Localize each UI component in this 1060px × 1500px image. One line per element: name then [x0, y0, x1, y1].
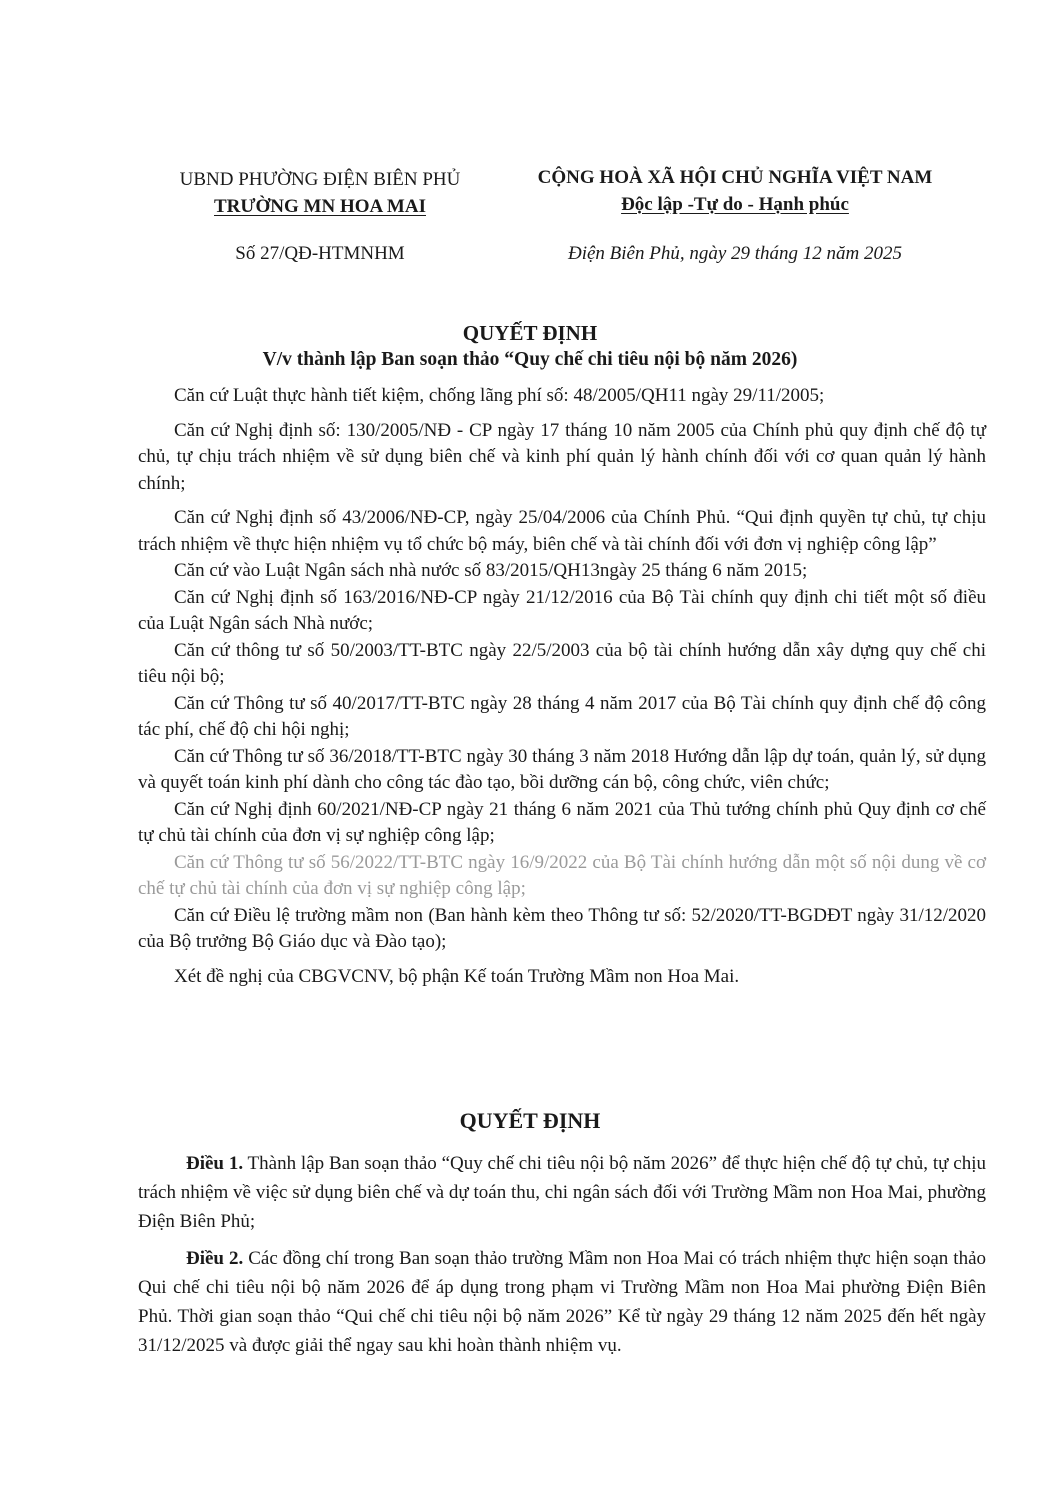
article-text: Các đồng chí trong Ban soạn thảo trường Mầm non Hoa Mai có trách nhiệm thực hiện soạn thảo Qui chế chi tiêu nội bộ năm 2026 để áp dụng trong phạm vi Trường Mầm non Hoa Mai phường Điện Biên Phủ. Thời gian soạn thảo “Qui chế chi tiêu nội bộ năm 2026” Kể từ ngày 29 tháng 12 năm 2025 đến hết ngày 31/12/2025 và được giải thể ngay sau khi hoàn thành nhiệm vụ.: [138, 1248, 987, 1356]
basis-item: Căn cứ Thông tư số 56/2022/TT-BTC ngày 16/9/2022 của Bộ Tài chính hướng dẫn một số nội dung về cơ chế tự chủ tài chính của đơn vị sự nghiệp công lập;: [138, 851, 986, 899]
article-label: Điều 2.: [186, 1248, 244, 1269]
basis-item: Xét đề nghị của CBGVCNV, bộ phận Kế toán Trường Mầm non Hoa Mai.: [174, 965, 740, 987]
basis-item: Căn cứ Nghị định số 163/2016/NĐ-CP ngày 21/12/2016 của Bộ Tài chính quy định chi tiết một số điều của Luật Ngân sách Nhà nước;: [138, 586, 986, 634]
agency-line-2: [150, 193, 490, 220]
basis-item: Căn cứ Thông tư số 36/2018/TT-BTC ngày 30 tháng 3 năm 2018 Hướng dẫn lập dự toán, quản lý, sử dụng và quyết toán kinh phí dành cho công tác đào tạo, bồi dưỡng cán bộ, công chức, viên chức;: [138, 745, 986, 793]
document-subtitle: V/v thành lập Ban soạn thảo “Quy chế chi tiêu nội bộ năm 2026): [262, 349, 798, 370]
legal-bases: [138, 383, 986, 990]
agency-line-1: UBND PHƯỜNG ĐIỆN BIÊN PHỦ: [179, 169, 461, 190]
agency-name: TRƯỜNG MN HOA MAI: [214, 196, 426, 217]
article-1: [138, 1149, 986, 1236]
basis-item: Căn cứ Điều lệ trường mầm non (Ban hành kèm theo Thông tư số: 52/2020/TT-BGDĐT ngày 31/12/2020 của Bộ trưởng Bộ Giáo dục và Đào tạo);: [138, 904, 986, 952]
national-motto: [500, 191, 970, 218]
article-text: Thành lập Ban soạn thảo “Quy chế chi tiêu nội bộ năm 2026” để thực hiện chế độ tự chủ, tự chịu trách nhiệm về việc sử dụng biên chế và dự toán thu, chi ngân sách đối với Trường Mầm non Hoa Mai, phường Điện Biên Phủ;: [138, 1153, 986, 1232]
basis-item: Căn cứ vào Luật Ngân sách nhà nước số 83/2015/QH13ngày 25 tháng 6 năm 2015;: [174, 560, 808, 581]
articles: [138, 1149, 986, 1368]
article-2: [138, 1244, 986, 1360]
basis-item: Căn cứ Nghị định số: 130/2005/NĐ - CP ngày 17 tháng 10 năm 2005 của Chính phủ quy định chế độ tự chủ, tự chịu trách nhiệm về sử dụng biên chế và kinh phí quản lý hành chính đối với cơ quan quản lý hành chính;: [138, 419, 986, 494]
basis-item: Căn cứ Nghị định số 43/2006/NĐ-CP, ngày 25/04/2006 của Chính Phủ. “Qui định quyền tự chủ, tự chịu trách nhiệm về thực hiện nhiệm vụ tổ chức bộ máy, biên chế và tài chính đối với đơn vị nghiệp công lập”: [138, 507, 986, 555]
decision-heading: QUYẾT ĐỊNH: [459, 1108, 601, 1133]
basis-item: Căn cứ thông tư số 50/2003/TT-BTC ngày 22/5/2003 của bộ tài chính hướng dẫn xây dựng quy chế chi tiêu nội bộ;: [138, 639, 986, 687]
basis-item: Căn cứ Luật thực hành tiết kiệm, chống lãng phí số: 48/2005/QH11 ngày 29/11/2005;: [174, 385, 825, 406]
issuing-agency: [150, 166, 490, 220]
national-heading: [500, 164, 970, 218]
document-title: QUYẾT ĐỊNH: [462, 321, 598, 345]
national-title: CỘNG HOÀ XÃ HỘI CHỦ NGHĨA VIỆT NAM: [537, 167, 933, 188]
document-date: Điện Biên Phủ, ngày 29 tháng 12 năm 2025: [567, 243, 903, 264]
basis-item: Căn cứ Nghị định 60/2021/NĐ-CP ngày 21 tháng 6 năm 2021 của Thủ tướng chính phủ Quy định cơ chế tự chủ tài chính của đơn vị sự nghiệp công lập;: [138, 798, 986, 846]
article-label: Điều 1.: [186, 1153, 244, 1174]
motto-text: Độc lập -Tự do - Hạnh phúc: [621, 194, 849, 215]
document-number: Số 27/QĐ-HTMNHM: [235, 243, 405, 264]
basis-item: Căn cứ Thông tư số 40/2017/TT-BTC ngày 28 tháng 4 năm 2017 của Bộ Tài chính quy định chế độ công tác phí, chế độ chi hội nghị;: [138, 692, 986, 740]
